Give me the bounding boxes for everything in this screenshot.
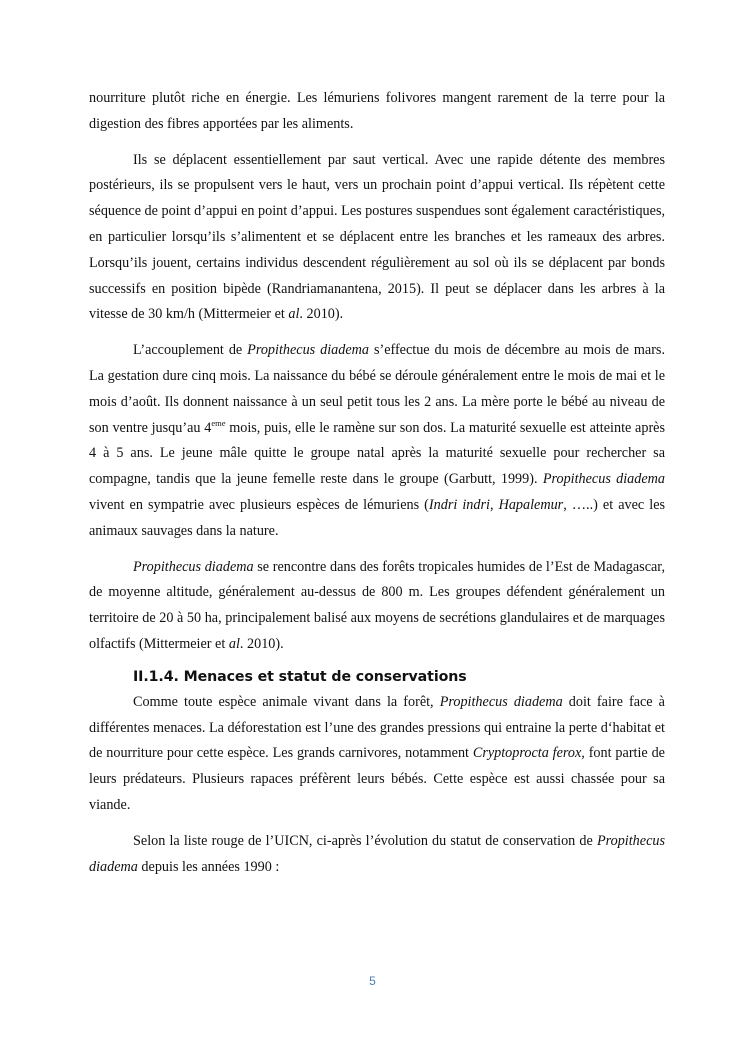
paragraph-reproduction: L’accouplement de Propithecus diadema s’effectue du mois de décembre au mois de mars. La gestation dure cinq mois. La naissance du bébé se déroule généralement entre le mois de mai et le mois d’août. Ils donnent naissance à un seul petit tous les 2 ans. La mère porte le bébé au niveau de son ventre jusqu’au 4eme mois, puis, elle le ramène sur son dos. La maturité sexuelle est atteinte après 4 à 5 ans. Le jeune mâle quitte le groupe natal après la maturité sexuelle pour rechercher sa compagne, tandis que la jeune femelle reste dans le groupe (Garbutt, 1999). Propithecus diadema vivent en sympatrie avec plusieurs espèces de lémuriens (Indri indri, Hapalemur, …..) et avec les animaux sauvages dans la nature. — [89, 342, 666, 539]
section-heading: II.1.4. Menaces et statut de conservations — [133, 668, 467, 685]
paragraph-conservation-status: Selon la liste rouge de l’UICN, ci-après l’évolution du statut de conservation de Propithecus diadema depuis les années 1990 : — [89, 832, 665, 875]
paragraph-threats: Comme toute espèce animale vivant dans la forêt, Propithecus diadema doit faire face à différentes menaces. La déforestation est l’une des grandes pressions qui entraine la perte d‘habitat et de nourriture pour cette espèce. Les grands carnivores, notamment Cryptoprocta ferox, font partie de leurs prédateurs. Plusieurs rapaces préfèrent leurs bébés. Cette espèce est aussi chassée pour sa viande. — [89, 693, 665, 813]
page-number: 5 — [369, 974, 376, 988]
paragraph-habitat: Propithecus diadema se rencontre dans des forêts tropicales humides de l’Est de Madagascar, de moyenne altitude, généralement au-dessus de 800 m. Les groupes défendent généralement un territoire de 20 à 50 ha, principalement balisé aux moyens de secrétions glandulaires et de marquages olfactifs (Mittermeier et al. 2010). — [89, 558, 665, 652]
paragraph-diet: nourriture plutôt riche en énergie. Les lémuriens folivores mangent rarement de la terre pour la digestion des fibres apportées par les aliments. — [89, 90, 665, 132]
paragraph-locomotion: Ils se déplacent essentiellement par saut vertical. Avec une rapide détente des membres postérieurs, ils se propulsent vers le haut, vers un prochain point d’appui vertical. Ils répètent cette séquence de point d’appui en point d’appui. Les postures suspendues sont également caractéristiques, en particulier lorsqu’ils s’alimentent et se déplacent entre les branches et les rameaux des arbres. Lorsqu’ils jouent, certains individus descendent régulièrement au sol où ils se déplacent par bonds successifs en position bipède (Randriamanantena, 2015). Il peut se déplacer dans les arbres à la vitesse de 30 km/h (Mittermeier et al. 2010). — [89, 151, 666, 323]
page-content — [89, 86, 665, 880]
